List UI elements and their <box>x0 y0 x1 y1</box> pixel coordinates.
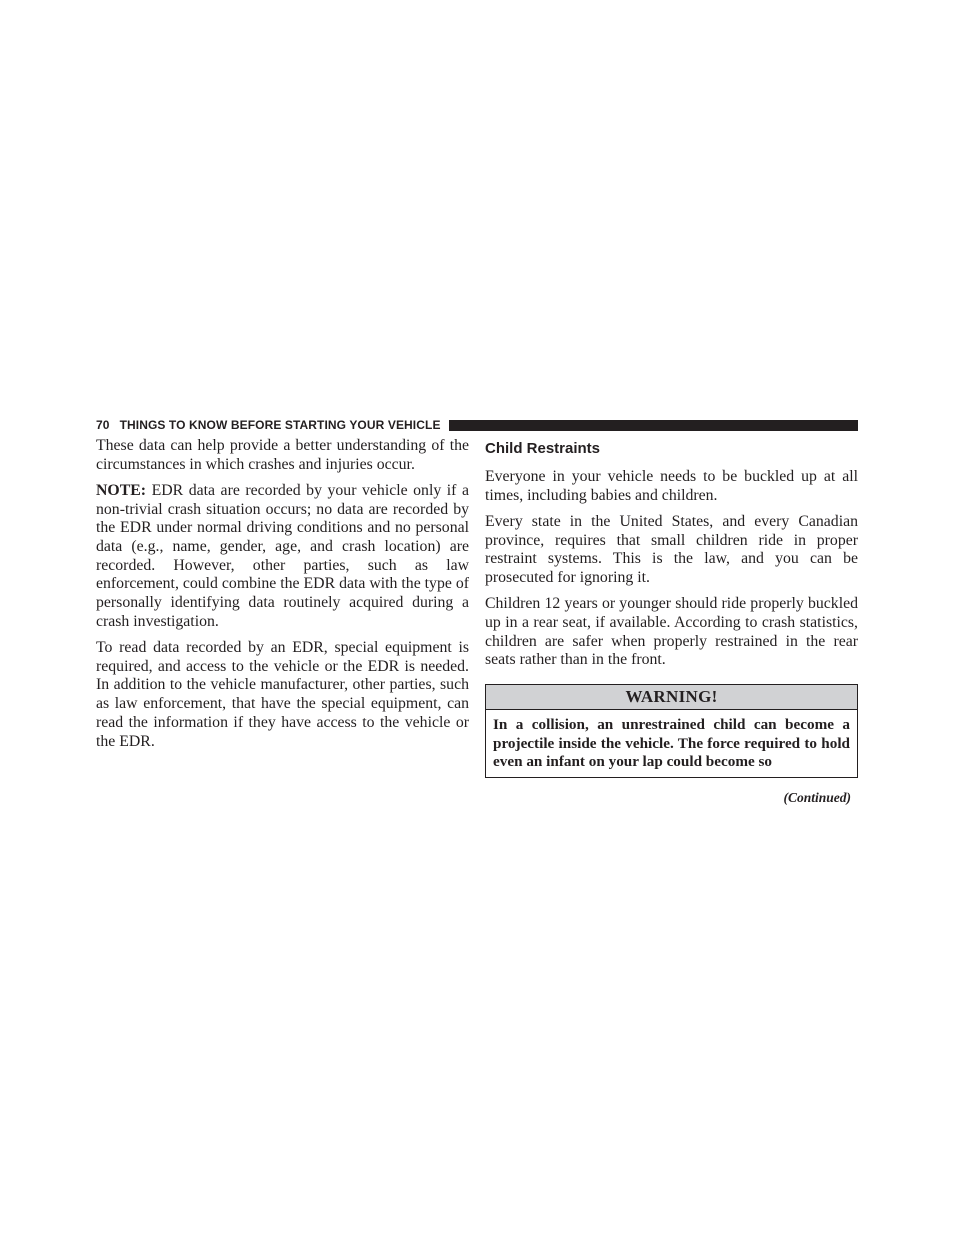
paragraph-buckled-up: Everyone in your vehicle needs to be buckled up at all times, including babies and children. <box>485 468 858 504</box>
section-title: Child Restraints <box>485 440 601 457</box>
header-rule <box>449 420 858 431</box>
note-label: NOTE: <box>96 481 147 499</box>
warning-text: In a collision, an unrestrained child can become a projectile inside the vehicle. The force required to hold even an infant on your lap could become so <box>493 716 850 771</box>
section-name: THINGS TO KNOW BEFORE STARTING YOUR VEHICLE <box>119 418 441 432</box>
warning-title: WARNING! <box>486 685 857 710</box>
paragraph-edr-note <box>96 482 469 632</box>
paragraph-rear-seat: Children 12 years or younger should ride properly buckled up in a rear seat, if available. According to crash statistics, children are safer when properly restrained in the rear seats rather than in the front. <box>485 595 858 669</box>
paragraph-edr-reading: To read data recorded by an EDR, special equipment is required, and access to the vehicle or the EDR is needed. In addition to the vehicle manufacturer, other parties, such as law enforcement, that have the special equipment, can read the information if they have access to the vehicle or the EDR. <box>96 639 469 750</box>
note-text: EDR data are recorded by your vehicle only if a non-trivial crash situation occurs; no data are recorded by the EDR under normal driving conditions and no personal data (e.g., name, gender, age, and crash location) are recorded. However, other parties, such as law enforcement, could combine the EDR data with the type of personally identifying data routinely acquired during a crash investigation. <box>96 481 469 630</box>
header-title <box>96 418 449 432</box>
continued-label: (Continued) <box>783 790 851 805</box>
page-number: 70 <box>96 418 110 432</box>
right-column <box>485 437 858 778</box>
page-header <box>96 416 858 434</box>
left-column <box>96 437 469 759</box>
warning-box <box>485 684 858 778</box>
paragraph-law: Every state in the United States, and every Canadian province, requires that small children ride in proper restraint systems. This is the law, and you can be prosecuted for ignoring it. <box>485 512 858 587</box>
paragraph-edr-understanding: These data can help provide a better understanding of the circumstances in which crashes and injuries occur. <box>96 437 469 473</box>
